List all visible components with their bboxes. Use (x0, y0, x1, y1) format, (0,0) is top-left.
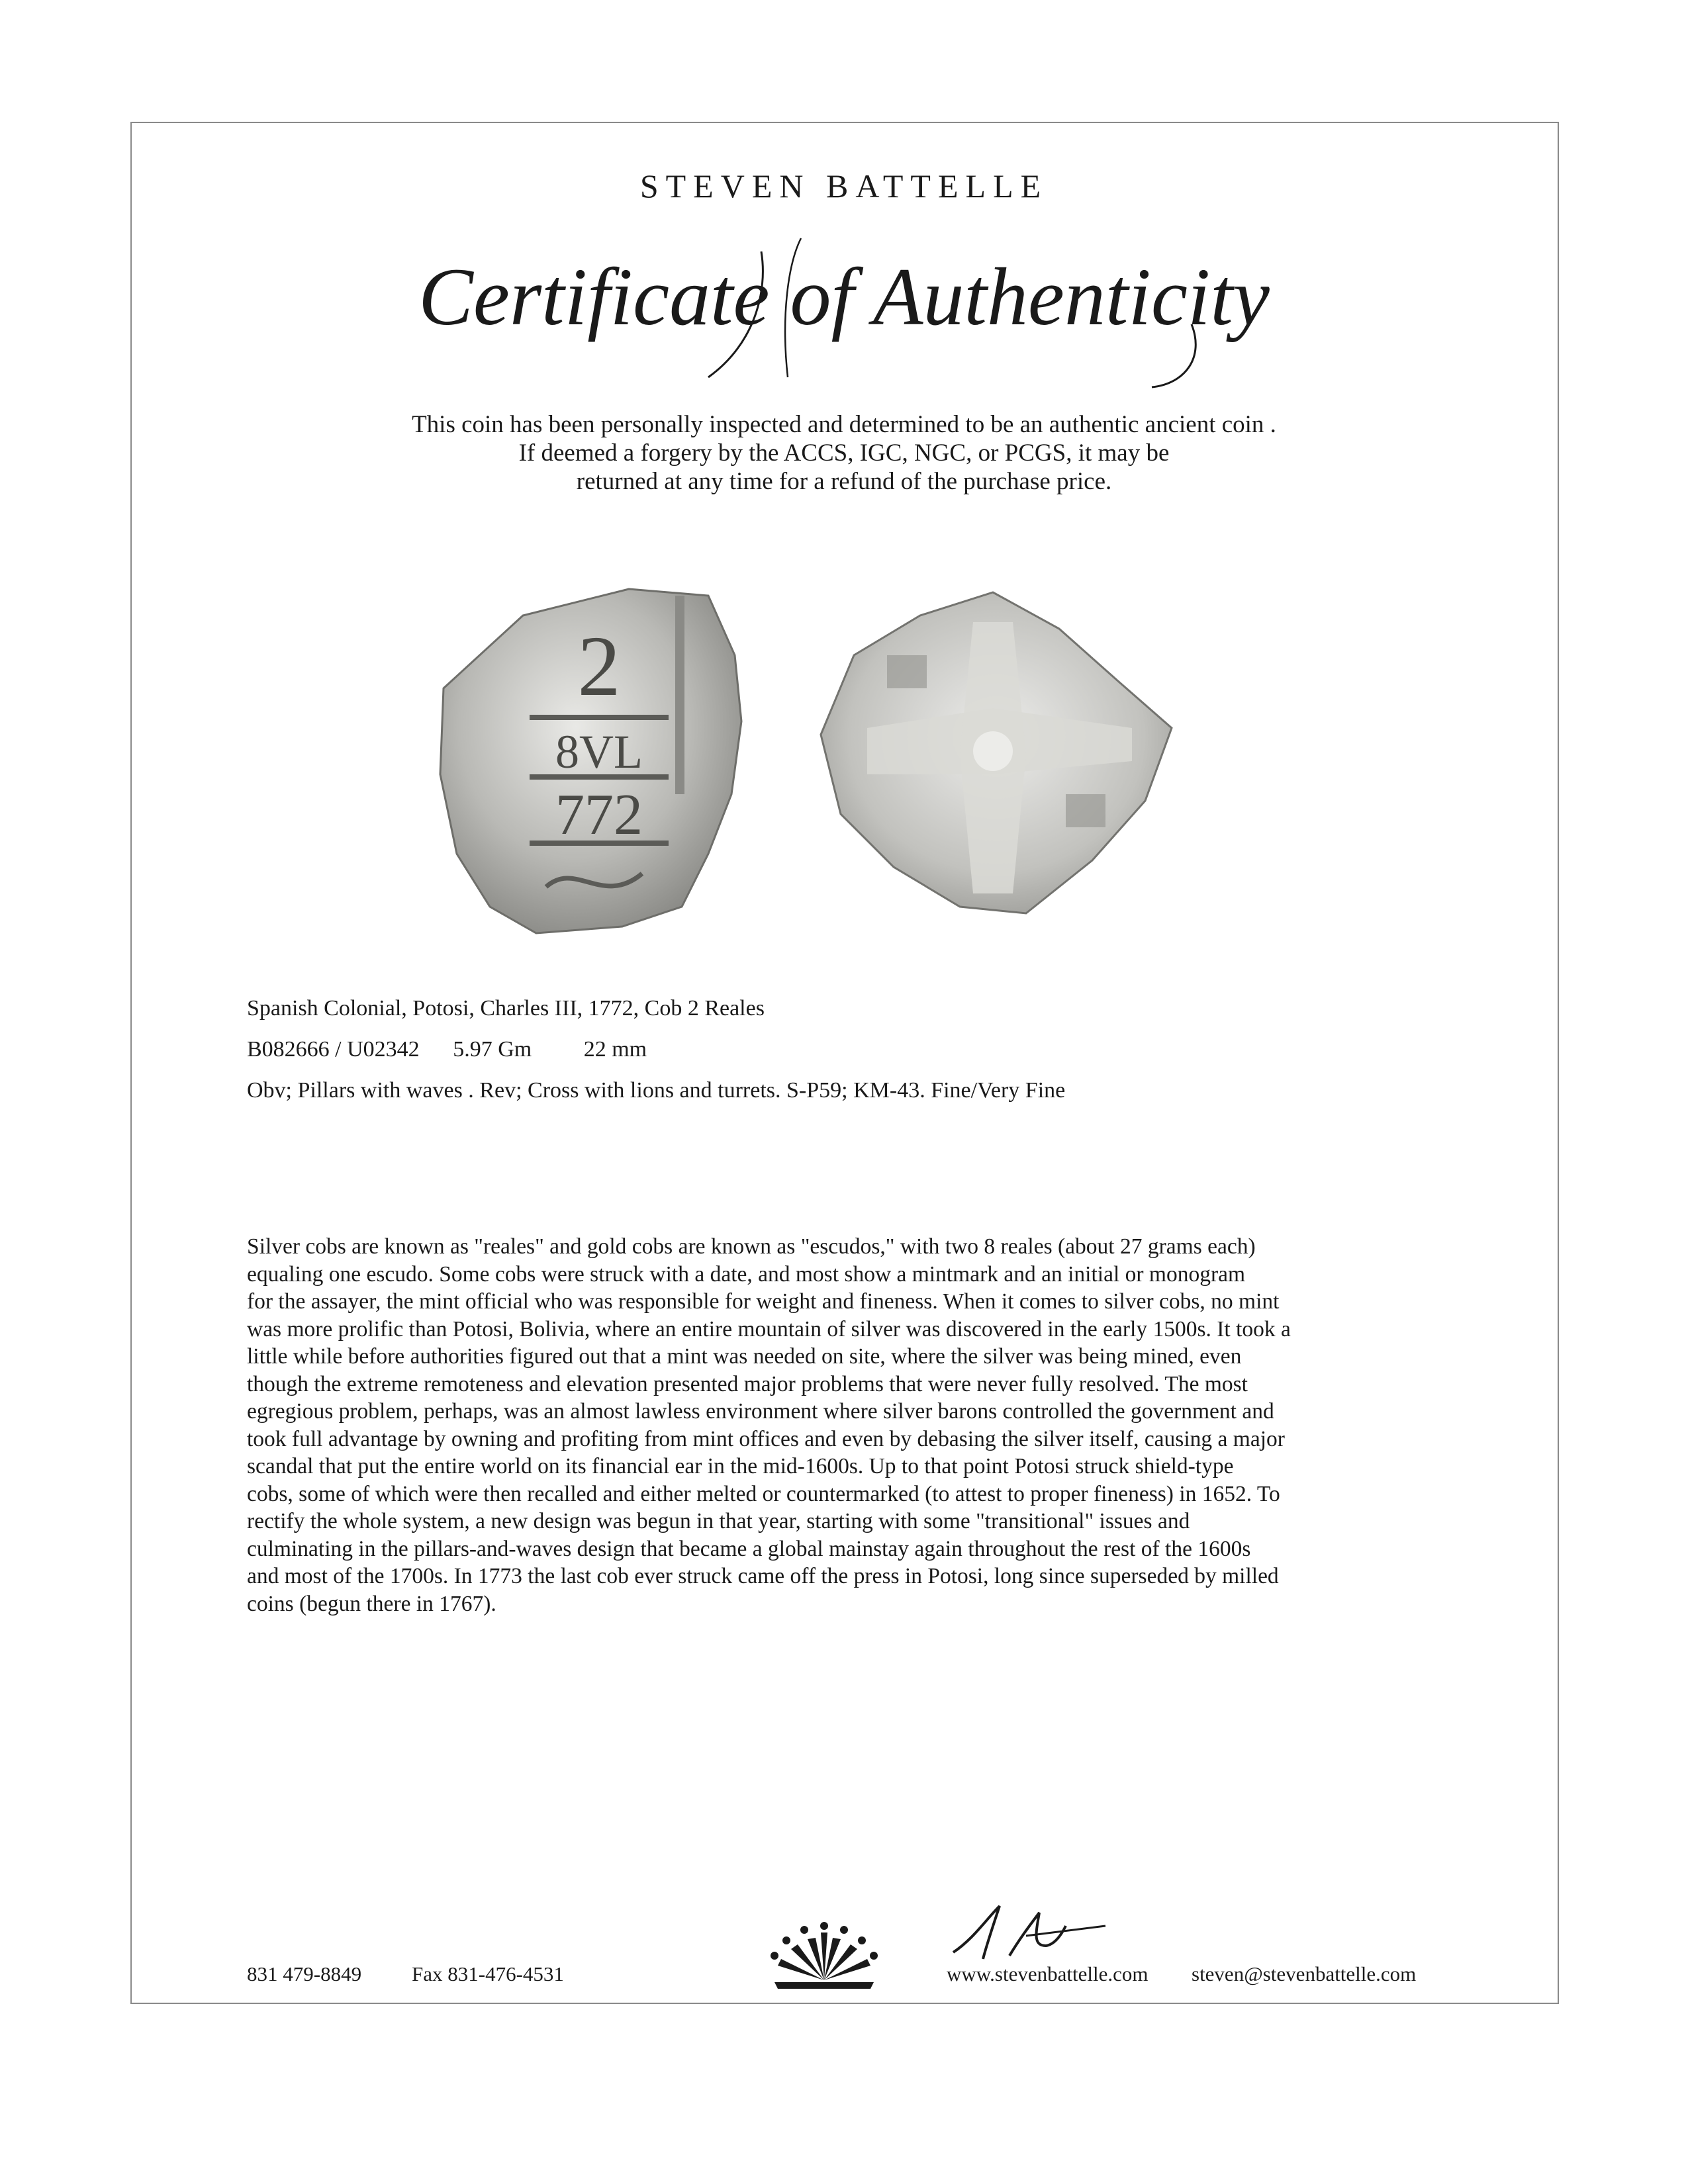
history-line: cobs, some of which were then recalled and either melted or countermarked (to attest to proper fineness) in 1652. To (247, 1481, 1280, 1506)
coin-description: Obv; Pillars with waves . Rev; Cross with lions and turrets. S-P59; KM-43. Fine/Very Fine (247, 1078, 1066, 1103)
coin-weight: 5.97 Gm (453, 1037, 532, 1062)
footer-phone: 831 479-8849 (247, 1962, 362, 1985)
obverse-mint-mark: 8VL (555, 725, 643, 778)
brand-name: STEVEN BATTELLE (639, 167, 1049, 205)
history-line: though the extreme remoteness and elevation presented major problems that were never fully resolved. The most (247, 1371, 1248, 1396)
footer-fax: Fax 831-476-4531 (412, 1962, 564, 1985)
obverse-date: 772 (555, 783, 643, 847)
coin-reverse (821, 592, 1172, 913)
guarantee-line: returned at any time for a refund of the purchase price. (576, 468, 1112, 495)
footer-email: steven@stevenbattelle.com (1192, 1962, 1417, 1985)
history-line: was more prolific than Potosi, Bolivia, where an entire mountain of silver was discovered in the early 1500s. It took a (247, 1316, 1291, 1342)
certificate-title (0, 225, 1688, 397)
coin-images (430, 576, 1185, 946)
signature (947, 1899, 1119, 1966)
certificate-title-text: Certificate of Authenticity (418, 251, 1270, 342)
guarantee-line: This coin has been personally inspected and determined to be an authentic ancient coin . (412, 411, 1276, 438)
sunburst-logo-icon (768, 1919, 880, 1992)
history-line: and most of the 1700s. In 1773 the last cob ever struck came off the press in Potosi, long since superseded by milled (247, 1564, 1279, 1588)
history-line: for the assayer, the mint official who was responsible for weight and fineness. When it comes to silver cobs, no mint (247, 1289, 1280, 1314)
history-line: took full advantage by owning and profiting from mint offices and even by debasing the silver itself, causing a major (247, 1426, 1285, 1451)
coin-details (247, 996, 1065, 1119)
coin-diameter: 22 mm (583, 1037, 647, 1062)
coin-specs (247, 1037, 1065, 1078)
coin-title: Spanish Colonial, Potosi, Charles III, 1772, Cob 2 Reales (247, 996, 765, 1021)
guarantee-line: If deemed a forgery by the ACCS, IGC, NGC, or PCGS, it may be (518, 439, 1170, 467)
history-line: scandal that put the entire world on its financial ear in the mid-1600s. Up to that point Potosi struck shield-type (247, 1454, 1234, 1479)
obverse-denomination: 2 (577, 619, 621, 714)
history-line: equaling one escudo. Some cobs were struck with a date, and most show a mintmark and an initial or monogram (247, 1261, 1246, 1287)
footer-website: www.stevenbattelle.com (947, 1962, 1149, 1985)
coin-obverse (440, 589, 741, 933)
guarantee-statement (0, 410, 1688, 496)
history-paragraph (247, 1233, 1385, 1617)
history-line: Silver cobs are known as "reales" and gold cobs are known as "escudos," with two 8 reales (about 27 grams each) (247, 1234, 1256, 1259)
history-line: culminating in the pillars-and-waves design that became a global mainstay again throughout the rest of the 1600s (247, 1536, 1251, 1561)
history-line: coins (begun there in 1767). (247, 1591, 496, 1616)
history-line: egregious problem, perhaps, was an almost lawless environment where silver barons controlled the government and (247, 1399, 1274, 1424)
history-line: little while before authorities figured out that a mint was needed on site, where the silver was being mined, even (247, 1344, 1242, 1369)
history-line: rectify the whole system, a new design was begun in that year, starting with some "transitional" issues and (247, 1509, 1190, 1533)
inventory-id: B082666 / U02342 (247, 1037, 420, 1062)
